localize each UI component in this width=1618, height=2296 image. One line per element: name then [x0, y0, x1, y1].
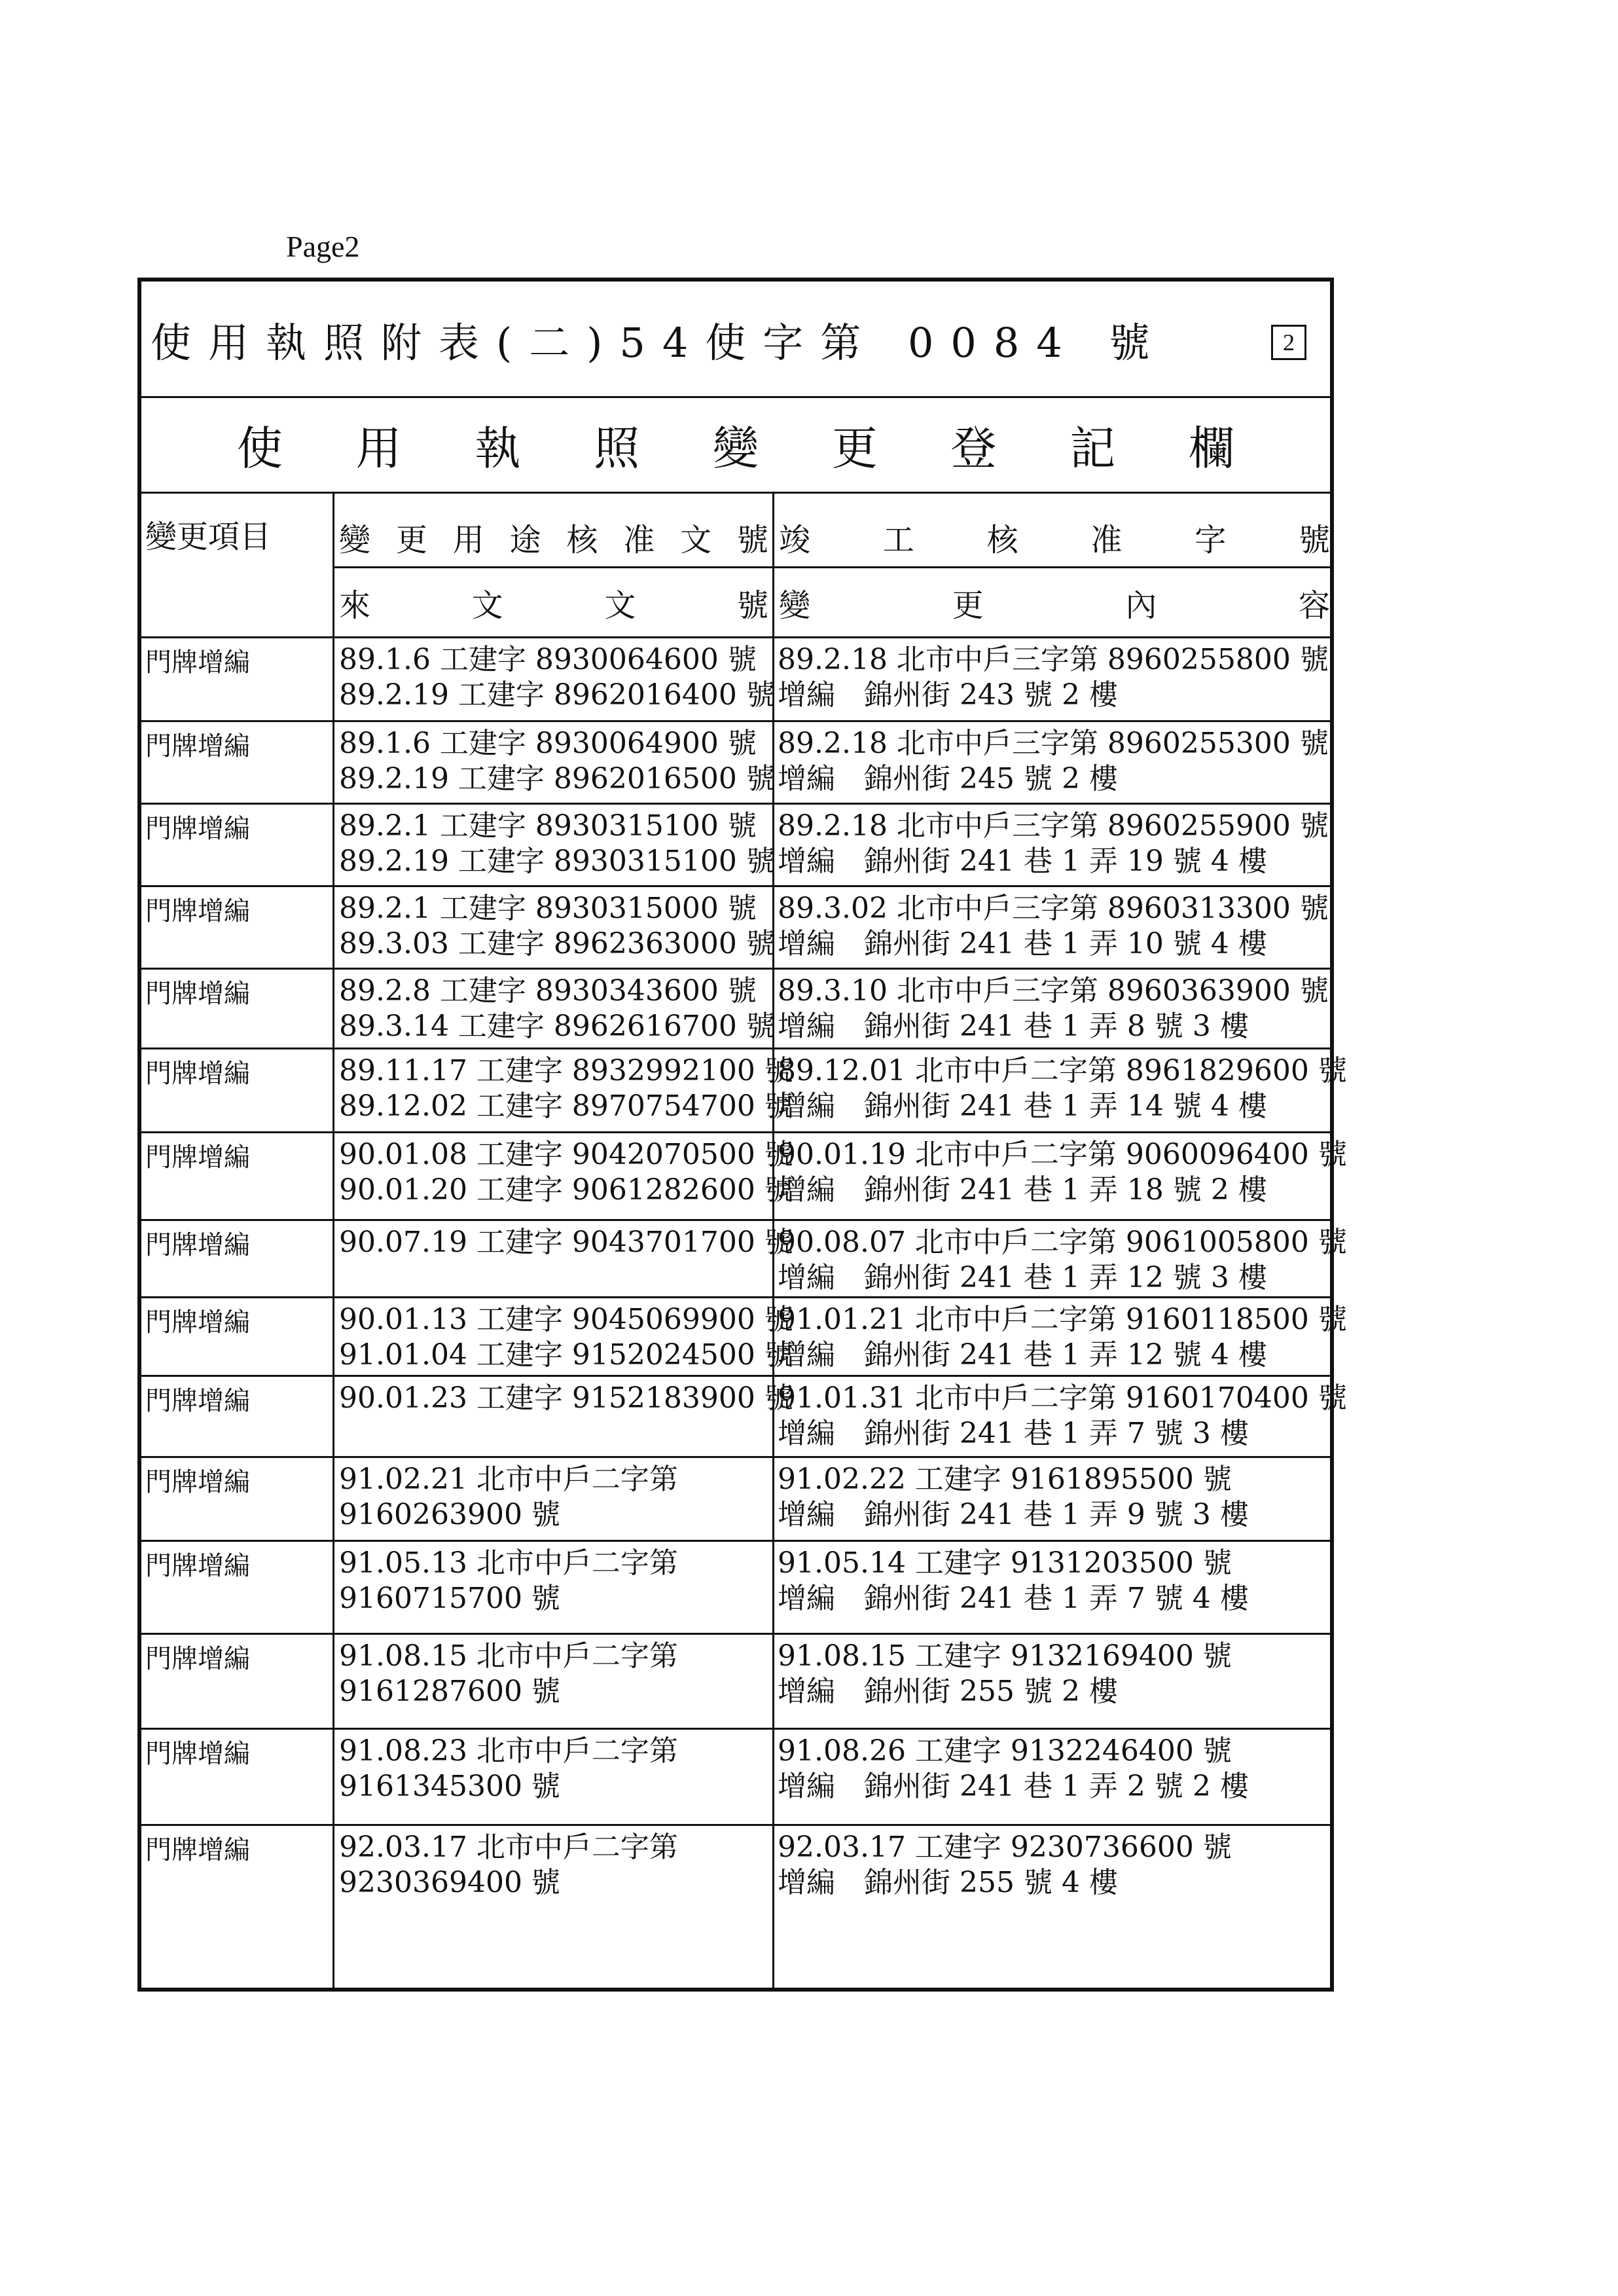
approval-doc-line2: 91.01.04 工建字 9152024500 號 [339, 1338, 793, 1372]
completion-approval-line: 91.01.21 北市中戶二字第 9160118500 號 [778, 1303, 1347, 1336]
header-char: 容 [1298, 587, 1330, 624]
approval-doc-line1: 89.2.1 工建字 8930315100 號 [339, 809, 757, 843]
row-divider [141, 803, 1330, 805]
header-char: 准 [623, 521, 655, 558]
header-completion-approval-number [779, 511, 1330, 563]
approval-doc-line2: 89.3.14 工建字 8962616700 號 [339, 1010, 775, 1043]
completion-approval-line: 89.3.02 北市中戶三字第 8960313300 號 [778, 892, 1329, 925]
header-change-item-label: 變更項目 [145, 518, 272, 555]
row-divider [141, 1456, 1330, 1458]
header-char: 來 [339, 587, 371, 624]
completion-approval-line: 91.08.15 工建字 9132169400 號 [778, 1639, 1232, 1673]
completion-approval-line: 92.03.17 工建字 9230736600 號 [778, 1831, 1232, 1864]
row-divider [141, 1633, 1330, 1635]
change-item: 門牌增編 [145, 1230, 250, 1260]
change-item: 門牌增編 [145, 1551, 250, 1581]
change-content-line: 增編 錦州街 241 巷 1 弄 12 號 3 樓 [778, 1261, 1267, 1294]
document-title: 使用執照附表(二)54使字第 0084 號 [151, 319, 1167, 367]
row-divider [141, 1728, 1330, 1730]
change-item: 門牌增編 [145, 1467, 250, 1497]
completion-approval-line: 89.2.18 北市中戶三字第 8960255300 號 [778, 727, 1329, 760]
change-item: 門牌增編 [145, 1835, 250, 1865]
change-item: 門牌增編 [145, 896, 250, 926]
row-divider [141, 1540, 1330, 1542]
header-char: 文 [604, 587, 636, 624]
change-item: 門牌增編 [145, 731, 250, 761]
approval-doc-line1: 92.03.17 北市中戶二字第 [339, 1831, 678, 1864]
change-content-line: 增編 錦州街 241 巷 1 弄 8 號 3 樓 [778, 1010, 1249, 1043]
header-char: 號 [736, 587, 768, 624]
header-char: 竣 [779, 521, 811, 558]
change-content-line: 增編 錦州街 241 巷 1 弄 7 號 3 樓 [778, 1417, 1249, 1450]
approval-doc-line2: 9230369400 號 [339, 1866, 560, 1899]
header-char: 工 [882, 521, 914, 558]
license-table [137, 278, 1347, 1992]
approval-doc-line1: 90.07.19 工建字 9043701700 號 [339, 1226, 793, 1259]
heading-char: 變 [712, 422, 759, 475]
header-char: 變 [779, 587, 811, 624]
header-char: 用 [452, 521, 484, 558]
change-item: 門牌增編 [145, 1739, 250, 1769]
header-char: 核 [566, 521, 598, 558]
heading-char: 記 [1070, 422, 1116, 475]
approval-doc-line1: 89.11.17 工建字 8932992100 號 [339, 1054, 793, 1087]
header-incoming-doc-number [339, 576, 768, 629]
approval-doc-line1: 91.08.23 北市中戶二字第 [339, 1734, 678, 1768]
approval-doc-line2: 89.2.19 工建字 8962016400 號 [339, 678, 775, 712]
change-content-line: 增編 錦州街 241 巷 1 弄 14 號 4 樓 [778, 1089, 1267, 1123]
header-char: 更 [952, 587, 984, 624]
approval-doc-line1: 89.2.8 工建字 8930343600 號 [339, 974, 757, 1008]
header-change-item [145, 504, 330, 563]
change-content-line: 增編 錦州街 241 巷 1 弄 18 號 2 樓 [778, 1173, 1267, 1207]
header-change-content [779, 576, 1330, 629]
approval-doc-line1: 91.08.15 北市中戶二字第 [339, 1639, 678, 1673]
change-item: 門牌增編 [145, 1386, 250, 1416]
row-divider [141, 636, 1330, 638]
approval-doc-line1: 90.01.23 工建字 9152183900 號 [339, 1381, 793, 1415]
change-content-line: 增編 錦州街 241 巷 1 弄 12 號 4 樓 [778, 1338, 1267, 1372]
header-char: 號 [1298, 521, 1330, 558]
completion-approval-line: 89.3.10 北市中戶三字第 8960363900 號 [778, 974, 1329, 1008]
completion-approval-line: 90.01.19 北市中戶二字第 9060096400 號 [778, 1138, 1347, 1171]
row-divider [141, 1048, 1330, 1049]
section-heading [141, 398, 1330, 494]
approval-doc-line1: 89.2.1 工建字 8930315000 號 [339, 892, 757, 925]
approval-doc-line2: 9161345300 號 [339, 1770, 560, 1803]
heading-char: 用 [355, 422, 402, 475]
header-char: 更 [395, 521, 427, 558]
heading-char: 欄 [1189, 422, 1234, 475]
header-approval-doc-number [339, 511, 768, 563]
completion-approval-line: 91.05.14 工建字 9131203500 號 [778, 1546, 1232, 1580]
change-item: 門牌增編 [145, 1059, 250, 1089]
page-label: Page2 [286, 230, 360, 263]
change-content-line: 增編 錦州街 255 號 2 樓 [778, 1675, 1118, 1708]
change-item: 門牌增編 [145, 1644, 250, 1674]
header-char: 途 [509, 521, 541, 558]
header-char: 變 [339, 521, 371, 558]
header-char: 字 [1195, 521, 1227, 558]
header-subdivider [334, 566, 1334, 568]
change-item: 門牌增編 [145, 1307, 250, 1338]
heading-char: 使 [236, 422, 283, 475]
heading-char: 登 [950, 422, 997, 475]
approval-doc-line2: 9160715700 號 [339, 1582, 560, 1615]
approval-doc-line1: 91.02.21 北市中戶二字第 [339, 1463, 678, 1496]
change-content-line: 增編 錦州街 243 號 2 樓 [778, 678, 1118, 712]
completion-approval-line: 89.12.01 北市中戶二字第 8961829600 號 [778, 1054, 1347, 1087]
change-item: 門牌增編 [145, 979, 250, 1009]
approval-doc-line1: 89.1.6 工建字 8930064600 號 [339, 643, 757, 676]
header-char: 文 [471, 587, 503, 624]
change-item: 門牌增編 [145, 647, 250, 678]
approval-doc-line2: 9160263900 號 [339, 1498, 560, 1531]
approval-doc-line2: 89.3.03 工建字 8962363000 號 [339, 927, 775, 960]
approval-doc-line2: 9161287600 號 [339, 1675, 560, 1708]
row-divider [141, 1219, 1330, 1221]
completion-approval-line: 91.01.31 北市中戶二字第 9160170400 號 [778, 1381, 1347, 1415]
completion-approval-line: 91.02.22 工建字 9161895500 號 [778, 1463, 1232, 1496]
header-char: 核 [986, 521, 1018, 558]
column-divider-1 [333, 494, 334, 1988]
change-content-line: 增編 錦州街 241 巷 1 弄 19 號 4 樓 [778, 845, 1267, 878]
completion-approval-line: 90.08.07 北市中戶二字第 9061005800 號 [778, 1226, 1347, 1259]
approval-doc-line2: 89.2.19 工建字 8962016500 號 [339, 762, 775, 795]
change-content-line: 增編 錦州街 255 號 4 樓 [778, 1866, 1118, 1899]
completion-approval-line: 91.08.26 工建字 9132246400 號 [778, 1734, 1232, 1768]
header-char: 准 [1090, 521, 1123, 558]
approval-doc-line1: 90.01.13 工建字 9045069900 號 [339, 1303, 793, 1336]
change-content-line: 增編 錦州街 245 號 2 樓 [778, 762, 1118, 795]
change-item: 門牌增編 [145, 814, 250, 844]
row-divider [141, 1824, 1330, 1826]
change-content-line: 增編 錦州街 241 巷 1 弄 10 號 4 樓 [778, 927, 1267, 960]
header-char: 文 [680, 521, 712, 558]
row-divider [141, 1131, 1330, 1133]
title-row [141, 282, 1330, 398]
approval-doc-line2: 90.01.20 工建字 9061282600 號 [339, 1173, 793, 1207]
change-content-line: 增編 錦州街 241 巷 1 弄 9 號 3 樓 [778, 1498, 1249, 1531]
change-content-line: 增編 錦州街 241 巷 1 弄 2 號 2 樓 [778, 1770, 1249, 1803]
approval-doc-line1: 90.01.08 工建字 9042070500 號 [339, 1138, 793, 1171]
heading-char: 執 [475, 422, 521, 475]
approval-doc-line1: 89.1.6 工建字 8930064900 號 [339, 727, 757, 760]
row-divider [141, 885, 1330, 887]
change-item: 門牌增編 [145, 1142, 250, 1173]
page-number-box: 2 [1271, 325, 1306, 360]
row-divider [141, 1375, 1330, 1377]
row-divider [141, 1296, 1330, 1298]
heading-char: 更 [831, 422, 878, 475]
heading-char: 照 [594, 422, 640, 475]
header-char: 內 [1125, 587, 1157, 624]
approval-doc-line2: 89.12.02 工建字 8970754700 號 [339, 1089, 793, 1123]
completion-approval-line: 89.2.18 北市中戶三字第 8960255900 號 [778, 809, 1329, 843]
row-divider [141, 720, 1330, 722]
change-content-line: 增編 錦州街 241 巷 1 弄 7 號 4 樓 [778, 1582, 1249, 1615]
row-divider [141, 968, 1330, 970]
approval-doc-line1: 91.05.13 北市中戶二字第 [339, 1546, 678, 1580]
completion-approval-line: 89.2.18 北市中戶三字第 8960255800 號 [778, 643, 1329, 676]
header-char: 號 [736, 521, 768, 558]
approval-doc-line2: 89.2.19 工建字 8930315100 號 [339, 845, 775, 878]
